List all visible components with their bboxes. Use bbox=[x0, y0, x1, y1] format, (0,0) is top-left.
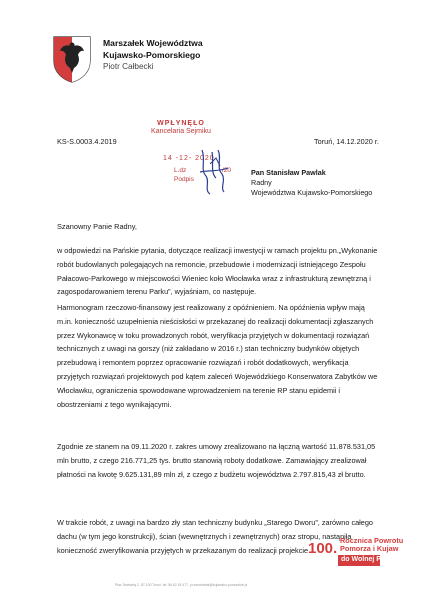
issuer-region: Kujawsko-Pomorskiego bbox=[103, 49, 201, 60]
stamp-received: WPŁYNĘŁO bbox=[157, 120, 205, 127]
paragraph-stary-dwor: W trakcie robót, z uwagi na bardzo zły stan techniczny budynku „Starego Dworu”, zarówno całego dachu (w tym jego konstrukcji), ścian (wewnętrznych i zewnętrznych) oraz stropu, nastąpiła konieczność zweryfikowania przyjętych w przekazanym do realizacji projekcie bbox=[57, 518, 373, 555]
anniversary-line1: Rocznica Powrotu bbox=[340, 536, 404, 545]
anniversary-line3: do Wolnej Polski bbox=[341, 556, 397, 563]
paragraph-financials: Zgodnie ze stanem na 09.11.2020 r. zakres umowy zrealizowano na łączną wartość 11.878.531,05 mln brutto, z czego 216.771,25 tys. brutto stanowią roboty dodatkowe. Zamawiający zrealizował płatności na kwotę 9.625.131,89 mln zł, z czego z budżetu województwa 2.797.815,43 zł brutto. bbox=[57, 442, 376, 479]
stamp-office: Kancelaria Sejmiku bbox=[151, 128, 211, 135]
recipient-body: Województwa Kujawsko-Pomorskiego bbox=[251, 188, 373, 197]
stamp-date: 14 -12- 2020 bbox=[163, 155, 215, 162]
received-stamp bbox=[146, 120, 216, 136]
anniversary-number: 100. bbox=[308, 540, 338, 557]
paragraph-inquiry: w odpowiedzi na Pańskie pytania, dotyczące realizacji inwestycji w ramach projektu pn.„Wykonanie robót budowlanych polegających na remoncie, przebudowie i modernizacji istniejącego Zespołu Pałacowo-Parkowego w miejscowości Wieniec koło Włocławka wraz z infrastrukturą zewnętrzną i zagospodarowaniem terenu Parku”, wyjaśniam, co następuje. bbox=[57, 246, 378, 297]
recipient-role: Radny bbox=[251, 178, 272, 187]
paragraph-delays: Harmonogram rzeczowo-finansowy jest realizowany z opóźnieniem. Na opóźnienia wpływ mają m.in. konieczność uzupełnienia nieścisłości w przekazanej do realizacji dokumentacji zgłaszanych przez Wykonawcę w toku prowadzonych robót, weryfikacja przyjętych w dokumentacji rozwiązań technicznych z uwagi na gorszy (niż zakładano w 2016 r.) stan techniczny budynków objętych przebudową i remontem poprzez opracowanie rozwiązań i robót dodatkowych, weryfikacja przyjętych rozwiązań projektowych pod kątem zaleceń Wojewódzkiego Konserwatora Zabytków we Włocławku, ograniczenia spowodowane wprowadzeniem na terenie RP stanu epidemii i obostrzeniami z tego wynikającymi. bbox=[57, 303, 378, 409]
recipient-name: Pan Stanisław Pawlak bbox=[251, 168, 326, 177]
coat-of-arms-icon bbox=[52, 35, 92, 83]
issuer-block bbox=[103, 38, 203, 73]
place-date: Toruń, 14.12.2020 r. bbox=[314, 137, 379, 146]
recipient-block bbox=[251, 168, 372, 198]
footer-address: Plac Teatralny 2, 87-100 Toruń, tel. 56 62 18 477, pr.sekretariat@kujawsko-pomorskie.pl bbox=[115, 583, 248, 587]
anniversary-logo bbox=[308, 535, 404, 575]
issuer-person: Piotr Całbecki bbox=[103, 62, 154, 72]
issuer-title: Marszałek Województwa bbox=[103, 38, 203, 48]
stamp-signature-label: Podpis bbox=[174, 176, 194, 183]
stamp-lz-label: L.dz bbox=[174, 167, 187, 174]
handwritten-signature bbox=[196, 146, 232, 198]
stamp-lz-suffix: /20 bbox=[222, 167, 232, 174]
anniversary-line2: Pomorza i Kujaw bbox=[340, 544, 399, 553]
salutation: Szanowny Panie Radny, bbox=[57, 222, 137, 231]
reference-number: KS-S.0003.4.2019 bbox=[57, 137, 117, 146]
